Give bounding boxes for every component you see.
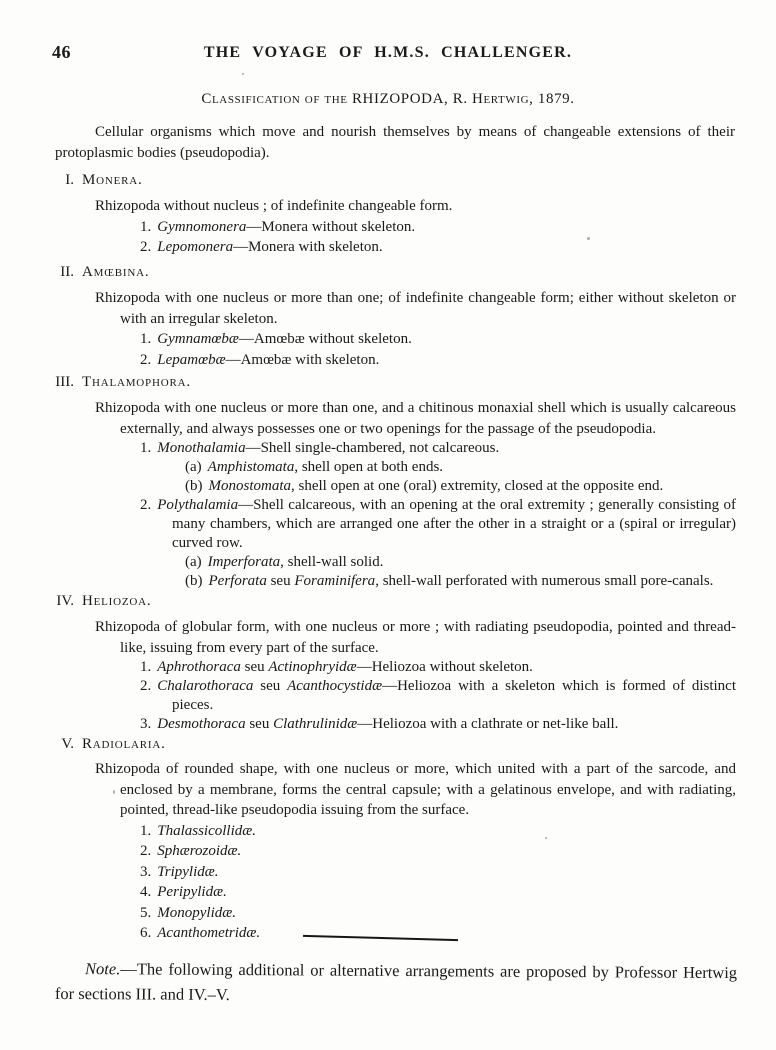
section-numeral: V. [61, 736, 74, 752]
item-latin-name: Amphistomata [207, 459, 295, 475]
section-description: Rhizopoda of globular form, with one nucleus or more ; with radiating pseudopodia, pointed and thread-like, issuing from every part of the surface. [95, 619, 736, 656]
chapter-heading-taxon: RHIZOPODA, [351, 91, 453, 107]
section-heading [44, 170, 736, 190]
item-label: 2. [140, 351, 152, 368]
footnote-text: —The following additional or alternative arrangements are proposed by Professor Hertwig for sections III. and IV.–V. [54, 959, 738, 1004]
item-label: 1. [140, 659, 152, 675]
section-heliozoa [44, 591, 736, 734]
item-latin-name: Monothalamia [157, 440, 246, 456]
classification-item [140, 217, 736, 238]
item-text: seu [240, 659, 269, 675]
item-latin-name: Foraminifera [294, 573, 376, 589]
item-label: 1. [140, 331, 152, 347]
item-text: seu [253, 678, 288, 694]
section-heading [44, 591, 736, 611]
scan-speck [113, 790, 115, 794]
item-label: 5. [140, 904, 152, 921]
section-radiolaria [44, 734, 736, 944]
item-text: , shell-wall perforated with numerous small pore-canals. [375, 573, 714, 589]
item-text: —Amœbæ with skeleton. [225, 351, 380, 368]
item-latin-name: Actinophryidæ [268, 659, 357, 675]
section-items [44, 329, 736, 370]
item-latin-name: Gymnomonera [157, 218, 247, 235]
item-text: , shell-wall solid. [280, 554, 384, 570]
item-label: (a) [185, 554, 202, 570]
item-latin-name: Monostomata [208, 478, 291, 494]
section-items [44, 821, 736, 944]
section-numeral: III. [55, 374, 74, 390]
chapter-heading-author: R. Hertwig, [452, 91, 538, 107]
scan-speck [545, 837, 547, 839]
section-description: Rhizopoda with one nucleus or more than one; of indefinite changeable form; either without skeleton or with an irregular skeleton. [95, 290, 736, 327]
item-label: 3. [140, 863, 152, 880]
section-numeral: IV. [56, 593, 74, 609]
section-heading [44, 372, 736, 392]
item-text: —Heliozoa without skeleton. [356, 659, 533, 675]
footnote-lead: Note. [85, 959, 121, 979]
classification-item [140, 715, 736, 734]
section-monera [44, 170, 736, 258]
classification-item [185, 458, 736, 477]
item-label: 2. [140, 239, 152, 255]
classification-item [140, 821, 736, 842]
classification-item [185, 553, 736, 572]
classification-item [140, 903, 736, 924]
item-latin-name: Polythalamia [157, 497, 239, 513]
item-label: (a) [185, 459, 202, 475]
item-latin-name: Desmothoraca [157, 716, 246, 732]
item-latin-name: Peripylidæ. [157, 884, 227, 900]
classification-item [140, 862, 736, 883]
classification-item [140, 350, 736, 371]
section-numeral: II. [60, 264, 74, 280]
classification-item [185, 477, 736, 496]
item-label: 1. [140, 218, 152, 235]
section-items [44, 658, 736, 734]
item-text: , shell open at both ends. [294, 459, 444, 475]
classification-item [140, 439, 736, 458]
item-label: 2. [140, 497, 152, 513]
section-description: Rhizopoda of rounded shape, with one nucleus or more, which united with a part of the sarcode, and enclosed by a membrane, forms the central capsule; with a gelatinous envelope, and with radiating, pointed, thread-like pseudopodia issuing from the surface. [95, 761, 736, 818]
item-latin-name: Imperforata [207, 554, 281, 570]
item-label: 3. [140, 716, 152, 732]
classification-item [140, 677, 737, 715]
classification-item [140, 496, 736, 553]
scan-speck [242, 73, 244, 75]
item-latin-name: Acanthometridæ. [157, 925, 261, 941]
intro-paragraph: Cellular organisms which move and nourish themselves by means of changeable extensions of their protoplasmic bodies (pseudopodia). [55, 124, 735, 161]
item-text: —Shell calcareous, with an opening at the oral extremity ; generally consisting of many chambers, which are arranged one after the other in a straight or a (spiral or irregular) curved row. [172, 497, 736, 551]
section-thalamophora [44, 372, 736, 591]
classification-item [140, 841, 736, 862]
item-latin-name: Gymnamœbæ [157, 331, 239, 347]
item-text: —Monera with skeleton. [233, 239, 383, 255]
item-label: (b) [185, 573, 203, 589]
section-items [44, 217, 736, 258]
item-label: 1. [140, 440, 152, 456]
item-latin-name: Acanthocystidæ [287, 678, 383, 694]
item-text: —Monera without skeleton. [246, 218, 416, 235]
section-items [44, 439, 736, 591]
item-text: —Amœbæ without skeleton. [238, 331, 412, 347]
item-latin-name: Monopylidæ. [157, 904, 236, 921]
chapter-heading-segment: Classification of the [201, 91, 352, 107]
item-label: 2. [140, 843, 152, 859]
item-text: seu [266, 573, 295, 589]
section-name: Heliozoa. [82, 593, 152, 609]
section-name: Amœbina. [82, 264, 150, 280]
item-latin-name: Tripylidæ. [157, 863, 219, 880]
scan-speck [587, 237, 590, 240]
item-latin-name: Clathrulinidæ [273, 716, 358, 732]
item-text: —Heliozoa with a skeleton which is formed of distinct pieces. [172, 678, 737, 713]
classification-item [185, 572, 736, 591]
item-label: 4. [140, 884, 152, 900]
item-text: seu [245, 716, 274, 732]
item-latin-name: Lepomonera [157, 239, 234, 255]
item-latin-name: Thalassicollidæ. [157, 822, 257, 839]
item-text: , shell open at one (oral) extremity, closed at the opposite end. [291, 478, 664, 494]
section-heading [44, 262, 736, 282]
chapter-heading-year: 1879. [537, 91, 575, 107]
section-name: Monera. [82, 172, 143, 188]
item-label: 6. [140, 925, 152, 941]
item-text: —Heliozoa with a clathrate or net-like ball. [357, 716, 619, 732]
item-label: 2. [140, 678, 152, 694]
running-title: THE VOYAGE OF H.M.S. CHALLENGER. [203, 44, 573, 61]
item-latin-name: Perforata [208, 573, 267, 589]
section-name: Radiolaria. [82, 736, 166, 752]
section-description: Rhizopoda without nucleus ; of indefinite changeable form. [95, 198, 453, 214]
section-description: Rhizopoda with one nucleus or more than one, and a chitinous monaxial shell which is usually calcareous externally, and always possesses one or two openings for the passage of the pseudopodia. [95, 400, 736, 437]
section-numeral: I. [65, 172, 74, 188]
classification-item [140, 237, 736, 258]
item-latin-name: Sphærozoidæ. [157, 843, 242, 859]
section-name: Thalamophora. [82, 374, 191, 390]
section-heading [44, 734, 736, 754]
item-label: (b) [185, 478, 203, 494]
item-label: 1. [140, 822, 152, 839]
page-number: 46 [52, 42, 71, 62]
section-ambina [44, 262, 736, 370]
classification-item [140, 882, 736, 903]
item-latin-name: Aphrothoraca [157, 659, 241, 675]
item-text: —Shell single-chambered, not calcareous. [245, 440, 500, 456]
item-latin-name: Chalarothoraca [157, 678, 254, 694]
footnote [55, 956, 737, 1010]
item-latin-name: Lepamœbæ [157, 351, 226, 368]
classification-item [140, 658, 736, 677]
classification-item [140, 329, 736, 350]
